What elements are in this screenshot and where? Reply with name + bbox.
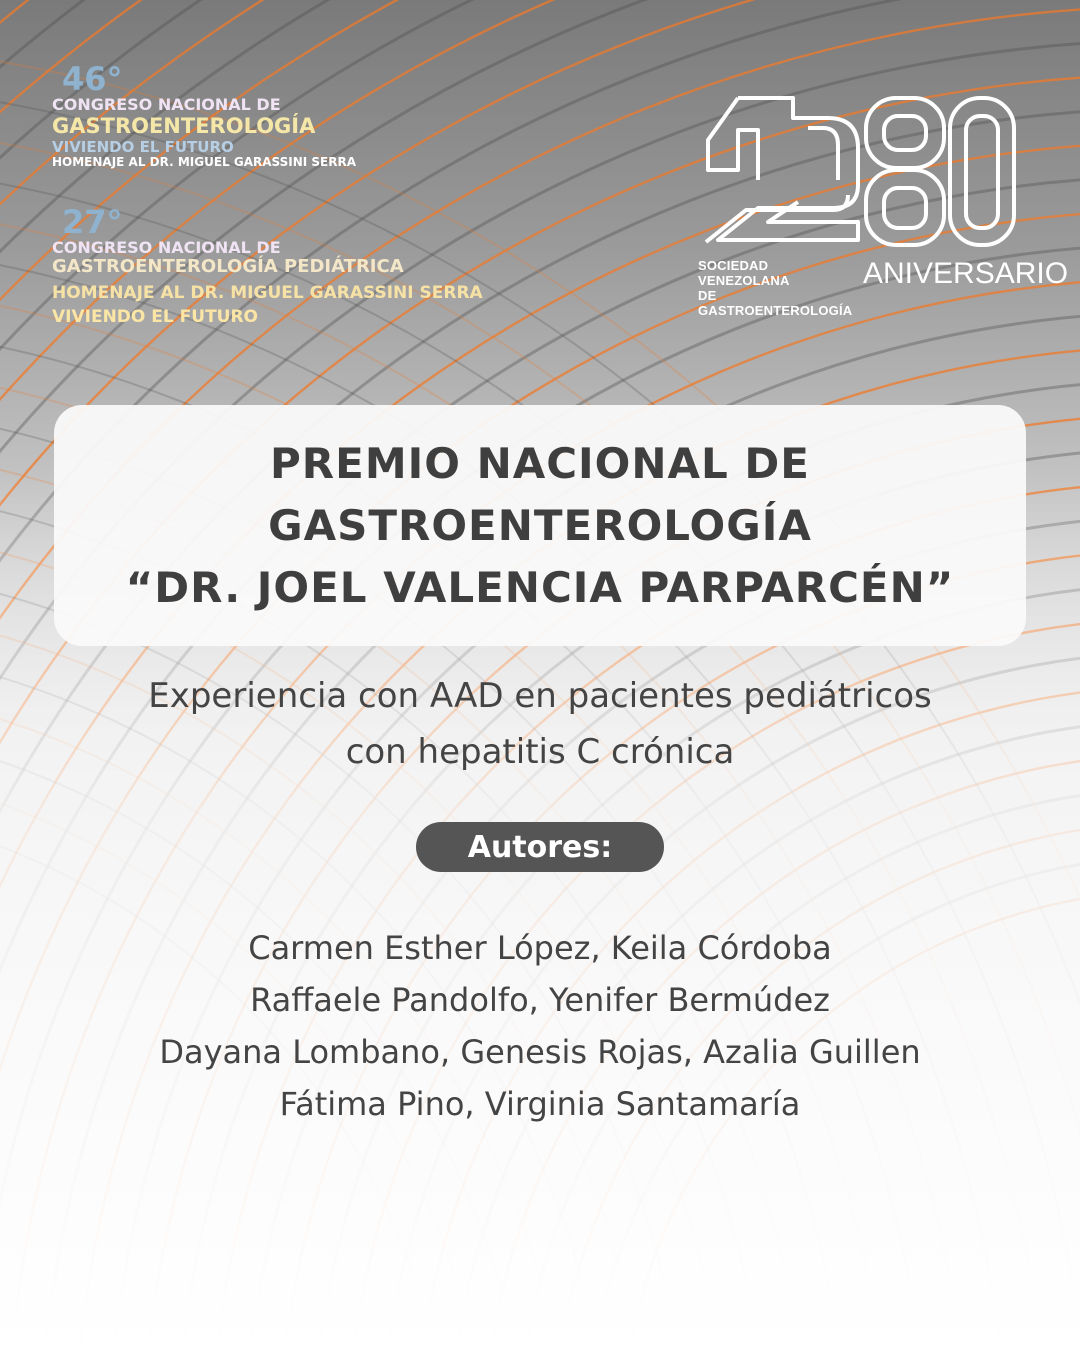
logo-80-graphic <box>698 90 1018 255</box>
work-title <box>0 668 1080 780</box>
svg-80-anniversary-logo <box>698 90 1069 318</box>
congress-46-name: GASTROENTEROLOGÍA <box>52 114 316 139</box>
congress-27-title: CONGRESO NACIONAL DE <box>52 238 281 257</box>
authors-list <box>0 922 1080 1130</box>
authors-line: Carmen Esther López, Keila Córdoba <box>248 929 832 967</box>
authors-line: Raffaele Pandolfo, Yenifer Bermúdez <box>250 981 830 1019</box>
congress-46-title: CONGRESO NACIONAL DE <box>52 95 281 114</box>
congress-27-name: GASTROENTEROLOGÍA PEDIÁTRICA <box>52 256 404 278</box>
congress-27-motto: VIVIENDO EL FUTURO <box>52 306 259 327</box>
authors-line: Fátima Pino, Virginia Santamaría <box>279 1085 801 1123</box>
work-title-line-2: con hepatitis C crónica <box>345 732 735 772</box>
logo-org-line1: SOCIEDAD VENEZOLANA <box>698 258 790 288</box>
congress-46-honor: HOMENAJE AL DR. MIGUEL GARASSINI SERRA <box>52 154 357 169</box>
authors-label: Autores: <box>467 829 613 865</box>
congress-27-honor: HOMENAJE AL DR. MIGUEL GARASSINI SERRA <box>52 283 483 304</box>
award-line-2: GASTROENTEROLOGÍA <box>268 500 812 550</box>
work-title-line-1: Experiencia con AAD en pacientes pediátricos <box>148 676 932 716</box>
congress-27-block <box>52 205 483 327</box>
congress-46-motto: VIVIENDO EL FUTURO <box>52 137 234 156</box>
congress-27-number: 27° <box>62 203 123 241</box>
congress-46-block <box>52 62 356 170</box>
logo-anniversary: ANIVERSARIO <box>863 257 1069 290</box>
authors-label-pill <box>416 822 664 872</box>
congress-46-number: 46° <box>62 60 123 98</box>
authors-line: Dayana Lombano, Genesis Rojas, Azalia Guillen <box>159 1033 921 1071</box>
award-line-1: PREMIO NACIONAL DE <box>270 438 810 488</box>
logo-org-line2: DE GASTROENTEROLOGÍA <box>698 288 853 318</box>
award-card <box>54 405 1026 646</box>
award-line-3: “DR. JOEL VALENCIA PARPARCÉN” <box>125 562 955 612</box>
logo-text <box>698 257 1069 318</box>
